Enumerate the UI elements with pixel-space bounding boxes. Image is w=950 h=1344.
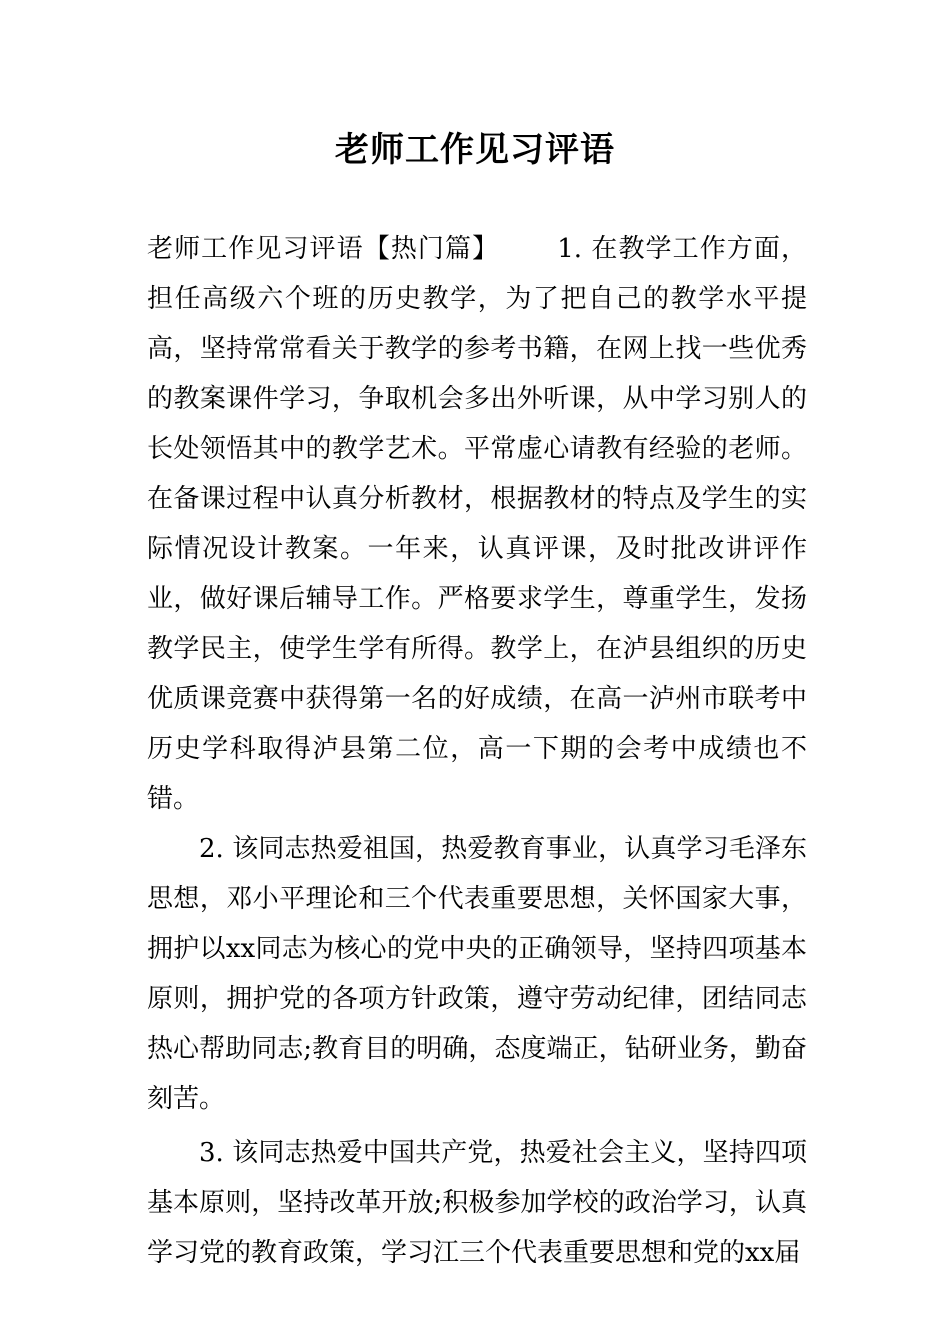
document-title: 老师工作见习评语 xyxy=(335,130,615,170)
paragraph-1-text: 1. 在教学工作方面，担任高级六个班的历史教学，为了把自己的教学水平提高，坚持常常看关于教学的参考书籍，在网上找一些优秀的教案课件学习，争取机会多出外听课，从中学习别人的长处领悟其中的教学艺术。平常虚心请教有经验的老师。在备课过程中认真分析教材，根据教材的特点及学生的实际情况设计教案。一年来，认真评课，及时批改讲评作业，做好课后辅导工作。严格要求学生，尊重学生，发扬教学民主，使学生学有所得。教学上，在泸县组织的历史优质课竞赛中获得第一名的好成绩，在高一泸州市联考中历史学科取得泸县第二位，高一下期的会考中成绩也不错。 xyxy=(147,234,807,814)
document-body xyxy=(147,224,807,1278)
paragraph-1-heading: 老师工作见习评语【热门篇】 xyxy=(147,234,500,264)
paragraph-2: 2. 该同志热爱祖国，热爱教育事业，认真学习毛泽东思想，邓小平理论和三个代表重要思想，关怀国家大事，拥护以xx同志为核心的党中央的正确领导，坚持四项基本原则，拥护党的各项方针政策，遵守劳动纪律，团结同志热心帮助同志;教育目的明确，态度端正，钻研业务，勤奋刻苦。 xyxy=(147,834,807,1114)
paragraph-1 xyxy=(147,224,807,824)
paragraph-3: 3. 该同志热爱中国共产党，热爱社会主义，坚持四项基本原则，坚持改革开放;积极参加学校的政治学习，认真学习党的教育政策，学习江三个代表重要思想和党的xx届 xyxy=(147,1138,807,1268)
